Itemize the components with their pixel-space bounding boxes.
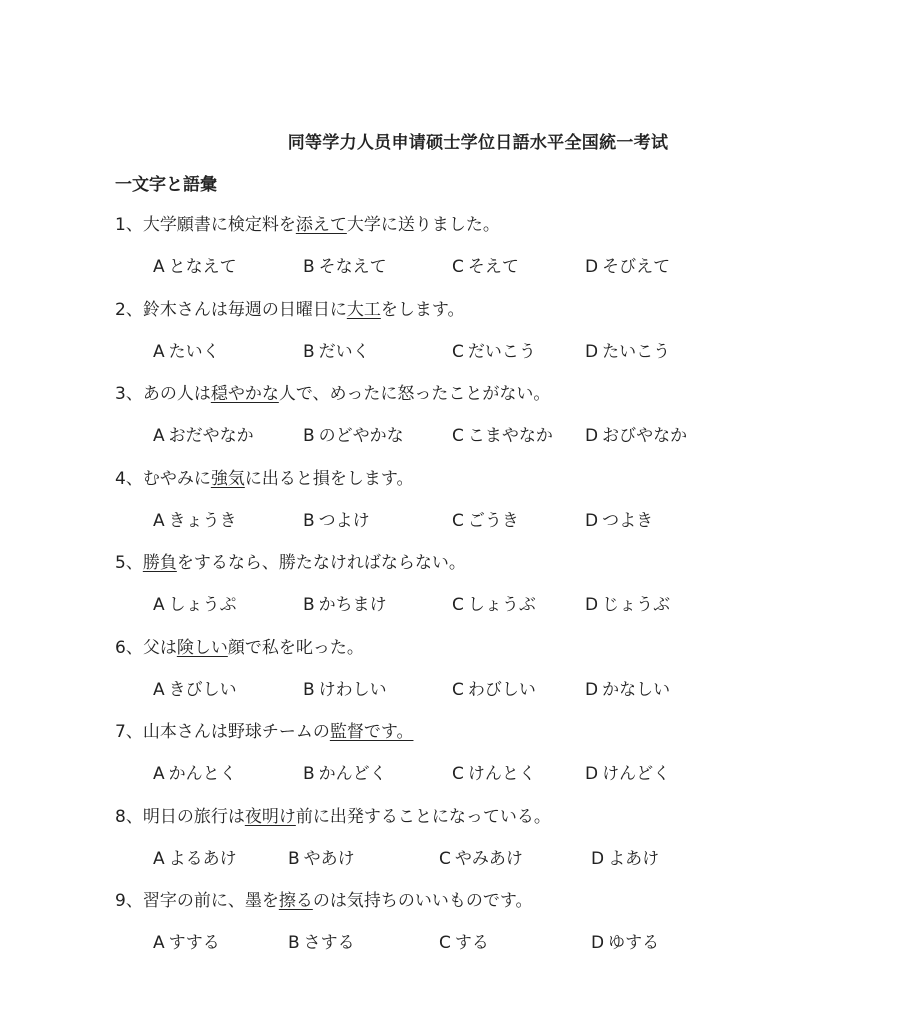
page-title: 同等学力人员申请硕士学位日語水平全国統一考试 [287, 133, 669, 153]
question [115, 719, 895, 804]
question-stem [115, 212, 895, 238]
option-row [115, 339, 895, 365]
option-d[interactable]: D おびやなか [585, 426, 688, 446]
option-c[interactable]: C だいこう [452, 341, 536, 362]
option-row [115, 508, 895, 534]
option-b[interactable]: B けわしい [303, 679, 387, 700]
option-d[interactable]: D じょうぶ [585, 595, 671, 615]
question-number: 7、 [115, 722, 143, 742]
question-number: 2、 [115, 299, 143, 320]
option-b[interactable]: B かんどく [303, 764, 387, 784]
option-b[interactable]: B だいく [303, 341, 370, 362]
option-c[interactable]: C そえて [452, 257, 519, 277]
option-row [115, 592, 895, 618]
option-a[interactable]: A しょうぷ [153, 595, 237, 615]
question-stem [115, 550, 895, 576]
stem-post: に出ると損をします。 [244, 468, 414, 489]
stem-pre: 山本さんは野球チームの [142, 722, 330, 742]
question-number: 8、 [115, 806, 143, 827]
option-c[interactable]: C しょうぶ [452, 595, 536, 615]
question [115, 550, 895, 635]
question [115, 635, 895, 720]
option-a[interactable]: A きょうき [153, 510, 237, 531]
stem-post: 前に出発することになっている。 [295, 806, 551, 827]
question-stem [115, 719, 895, 745]
stem-post: のは気持ちのいいものです。 [312, 891, 533, 911]
question [115, 888, 895, 973]
stem-target: 添えて [295, 215, 347, 235]
question [115, 466, 895, 551]
stem-post: をするなら、勝たなければならない。 [176, 553, 466, 573]
question-number: 3、 [115, 384, 143, 404]
stem-pre: 習字の前に、墨を [142, 891, 279, 911]
option-row [115, 846, 895, 872]
stem-target: 擦る [278, 891, 313, 911]
option-d[interactable]: D ゆする [591, 933, 660, 953]
option-d[interactable]: D そびえて [585, 257, 671, 277]
stem-pre: 父は [142, 637, 177, 658]
option-row [115, 677, 895, 703]
option-b[interactable]: B そなえて [303, 257, 387, 277]
stem-post: 人で、めったに怒ったことがない。 [278, 384, 551, 404]
stem-target: 大工 [346, 299, 381, 320]
question [115, 381, 895, 466]
section-heading: 一文字と語彙 [115, 175, 217, 195]
option-b[interactable]: B やあけ [288, 848, 355, 869]
question-number: 6、 [115, 637, 143, 658]
option-d[interactable]: D けんどく [585, 764, 671, 784]
option-d[interactable]: D たいこう [585, 341, 671, 362]
question-number: 9、 [115, 891, 143, 911]
option-d[interactable]: D かなしい [585, 679, 671, 700]
option-a[interactable]: A よるあけ [153, 848, 237, 869]
stem-pre: 大学願書に検定料を [142, 215, 296, 235]
option-a[interactable]: A おだやなか [153, 426, 254, 446]
question-list [115, 212, 895, 973]
option-c[interactable]: C けんとく [452, 764, 536, 784]
option-c[interactable]: C やみあけ [439, 848, 523, 869]
stem-target: 監督です。 [329, 722, 414, 742]
question [115, 212, 895, 297]
option-row [115, 761, 895, 787]
option-c[interactable]: C わびしい [452, 679, 536, 700]
option-a[interactable]: A きびしい [153, 679, 237, 700]
option-row [115, 930, 895, 956]
stem-target: 勝負 [142, 553, 177, 573]
stem-target: 険しい [176, 637, 228, 658]
question-stem [115, 635, 895, 661]
question-number: 5、 [115, 553, 143, 573]
question-stem [115, 804, 895, 830]
stem-post: 大学に送りました。 [346, 215, 500, 235]
stem-post: 顔で私を叱った。 [227, 637, 364, 658]
stem-target: 夜明け [244, 806, 296, 827]
option-row [115, 423, 895, 449]
stem-target: 穏やかな [210, 384, 279, 404]
stem-pre: あの人は [142, 384, 211, 404]
question-stem [115, 466, 895, 492]
question-number: 4、 [115, 468, 143, 489]
option-d[interactable]: D よあけ [591, 848, 660, 869]
option-c[interactable]: C ごうき [452, 510, 519, 531]
option-b[interactable]: B かちまけ [303, 595, 387, 615]
stem-pre: むやみに [142, 468, 211, 489]
option-d[interactable]: D つよき [585, 510, 654, 531]
question-stem [115, 888, 895, 914]
option-a[interactable]: A かんとく [153, 764, 237, 784]
stem-pre: 明日の旅行は [142, 806, 245, 827]
option-a[interactable]: A となえて [153, 257, 237, 277]
stem-target: 強気 [210, 468, 245, 489]
option-c[interactable]: C する [439, 933, 489, 953]
option-row [115, 254, 895, 280]
stem-pre: 鈴木さんは毎週の日曜日に [142, 299, 347, 320]
question-number: 1、 [115, 215, 143, 235]
option-b[interactable]: B さする [288, 933, 355, 953]
option-b[interactable]: B つよけ [303, 510, 370, 531]
question [115, 804, 895, 889]
stem-post: をします。 [380, 299, 465, 320]
question-stem [115, 381, 895, 407]
question-stem [115, 297, 895, 323]
option-b[interactable]: B のどやかな [303, 426, 404, 446]
option-c[interactable]: C こまやなか [452, 426, 553, 446]
question [115, 297, 895, 382]
option-a[interactable]: A たいく [153, 341, 220, 362]
option-a[interactable]: A すする [153, 933, 220, 953]
